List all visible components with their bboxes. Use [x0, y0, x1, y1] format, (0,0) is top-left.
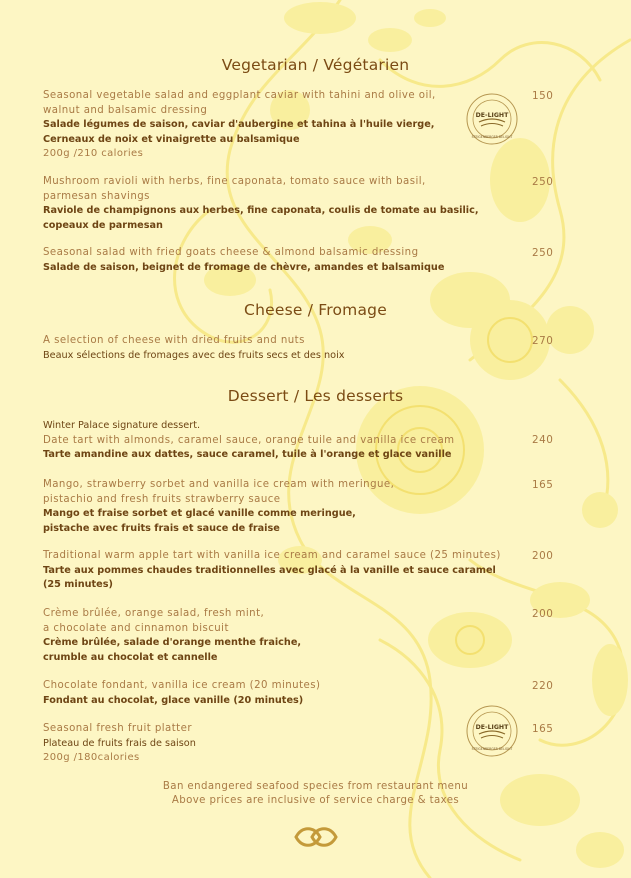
seal-logo-text: DE-LIGHT [475, 724, 509, 731]
item-price: 200 [532, 608, 554, 620]
item-english-line: pistachio and fresh fruits strawberry sauce [43, 493, 281, 505]
item-english-line: Seasonal salad with fried goats cheese & almond balsamic dressing [43, 247, 419, 258]
item-french-line: Crème brûlée, salade d'orange menthe fraiche, [43, 637, 302, 649]
item-signature-line: Winter Palace signature dessert. [43, 420, 201, 431]
item-french-line: Salade légumes de saison, caviar d'aubergine et tahina à l'huile vierge, [43, 119, 435, 131]
item-french-line: Salade de saison, beignet de fromage de chèvre, amandes et balsamique [43, 261, 445, 273]
section-title-cheese: Cheese / Fromage [244, 301, 387, 319]
item-french-line: copeaux de parmesan [43, 219, 163, 231]
de-light-seal-icon [465, 92, 519, 146]
item-french-line: (25 minutes) [43, 579, 113, 591]
item-price: 250 [532, 247, 554, 259]
item-french-line: pistache avec fruits frais et sauce de fraise [43, 522, 280, 534]
item-price: 250 [532, 176, 554, 188]
item-english-line: Traditional warm apple tart with vanilla ice cream and caramel sauce (25 minutes) [43, 550, 501, 561]
menu-item-mango-sorbet [43, 478, 523, 536]
item-english-line: Chocolate fondant, vanilla ice cream (20 minutes) [43, 680, 321, 691]
item-english-line: Date tart with almonds, caramel sauce, orange tuile and vanilla ice cream [43, 434, 455, 446]
item-french-line: Mango et fraise sorbet et glacé vanille comme meringue, [43, 508, 356, 520]
item-english-line: a chocolate and cinnamon biscuit [43, 622, 229, 634]
item-price: 240 [532, 434, 554, 446]
menu-item-goats-cheese-salad [43, 246, 523, 275]
item-french-line: Cerneaux de noix et vinaigrette au balsamique [43, 133, 300, 145]
item-price: 200 [532, 550, 554, 562]
item-french-line: Tarte amandine aux dattes, sauce caramel, tuile à l'orange et glace vanille [43, 449, 452, 461]
item-price: 165 [532, 723, 554, 735]
item-calories: 200g /210 calories [43, 148, 144, 160]
section-title-dessert: Dessert / Les desserts [227, 387, 404, 405]
seal-ring-text: STEIGENBERGER DELIGHT [471, 135, 513, 139]
menu-item-mushroom-ravioli [43, 175, 523, 233]
menu-item-veg-salad [43, 89, 523, 162]
item-calories: 200g /180calories [43, 752, 140, 764]
interlocking-rings-emblem-icon [292, 823, 340, 851]
item-french-line: Plateau de fruits frais de saison [43, 737, 196, 749]
item-french-line: Tarte aux pommes chaudes traditionnelles avec glacé à la vanille et sauce caramel [43, 564, 496, 576]
seal-logo-text: DE-LIGHT [475, 112, 509, 119]
seal-ring-text: STEIGENBERGER DELIGHT [471, 747, 513, 751]
item-price: 220 [532, 680, 554, 692]
menu-item-date-tart [43, 419, 523, 463]
menu-item-creme-brulee [43, 607, 523, 665]
section-title-vegetarian: Vegetarian / Végétarien [221, 56, 410, 74]
menu-item-apple-tart [43, 549, 523, 593]
item-english-line: Mango, strawberry sorbet and vanilla ice cream with meringue, [43, 479, 395, 490]
item-english-line: parmesan shavings [43, 190, 150, 202]
footer-note-seafood: Ban endangered seafood species from restaurant menu [162, 781, 469, 792]
item-french-line: Raviole de champignons aux herbes, fine caponata, coulis de tomate au basilic, [43, 205, 479, 217]
item-english-line: Mushroom ravioli with herbs, fine caponata, tomato sauce with basil, [43, 176, 426, 187]
item-price: 270 [532, 335, 554, 347]
item-english-line: Seasonal vegetable salad and eggplant caviar with tahini and olive oil, [43, 90, 436, 101]
item-french-line: crumble au chocolat et cannelle [43, 651, 218, 663]
item-english-line: A selection of cheese with dried fruits and nuts [43, 335, 305, 346]
footer-note-prices: Above prices are inclusive of service charge & taxes [171, 795, 460, 806]
menu-item-cheese-selection [43, 334, 523, 363]
item-french-line: Beaux sélections de fromages avec des fruits secs et des noix [43, 349, 345, 361]
item-english-line: walnut and balsamic dressing [43, 104, 208, 116]
menu-item-fruit-platter [43, 722, 523, 766]
item-english-line: Seasonal fresh fruit platter [43, 723, 192, 734]
item-french-line: Fondant au chocolat, glace vanille (20 minutes) [43, 694, 304, 706]
menu-item-chocolate-fondant [43, 679, 523, 708]
item-price: 150 [532, 90, 554, 102]
de-light-seal-icon [465, 704, 519, 758]
item-english-line: Crème brûlée, orange salad, fresh mint, [43, 608, 265, 619]
item-price: 165 [532, 479, 554, 491]
